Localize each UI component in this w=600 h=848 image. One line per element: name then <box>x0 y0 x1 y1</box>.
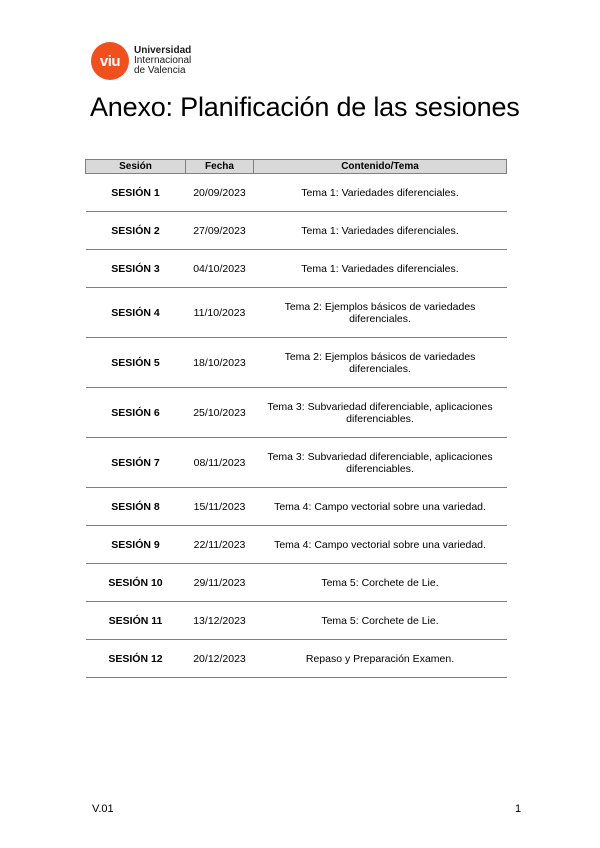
header-session: Sesión <box>86 160 186 174</box>
content-cell: Tema 1: Variedades diferenciales. <box>254 212 507 250</box>
session-cell: SESIÓN 8 <box>86 488 186 526</box>
content-cell: Tema 4: Campo vectorial sobre una variedad. <box>254 526 507 564</box>
table-row <box>86 174 507 212</box>
date-cell: 18/10/2023 <box>186 338 254 388</box>
session-cell: SESIÓN 10 <box>86 564 186 602</box>
session-cell: SESIÓN 3 <box>86 250 186 288</box>
session-cell: SESIÓN 5 <box>86 338 186 388</box>
sessions-table <box>85 159 507 678</box>
table-row <box>86 250 507 288</box>
logo-line-3: de Valencia <box>134 65 186 76</box>
table-header-row <box>86 160 507 174</box>
session-cell: SESIÓN 9 <box>86 526 186 564</box>
date-cell: 08/11/2023 <box>186 438 254 488</box>
content-cell: Tema 5: Corchete de Lie. <box>254 602 507 640</box>
date-cell: 22/11/2023 <box>186 526 254 564</box>
viu-logo-mark: viu <box>91 42 129 80</box>
session-cell: SESIÓN 12 <box>86 640 186 678</box>
session-cell: SESIÓN 6 <box>86 388 186 438</box>
session-cell: SESIÓN 2 <box>86 212 186 250</box>
date-cell: 04/10/2023 <box>186 250 254 288</box>
logo-text <box>134 46 191 76</box>
date-cell: 29/11/2023 <box>186 564 254 602</box>
date-cell: 25/10/2023 <box>186 388 254 438</box>
content-cell: Tema 3: Subvariedad diferenciable, aplicaciones diferenciables. <box>254 388 507 438</box>
logo-line-2: Internacional <box>134 55 192 66</box>
session-cell: SESIÓN 1 <box>86 174 186 212</box>
date-cell: 15/11/2023 <box>186 488 254 526</box>
table-row <box>86 564 507 602</box>
session-cell: SESIÓN 4 <box>86 288 186 338</box>
content-cell: Tema 1: Variedades diferenciales. <box>254 174 507 212</box>
table-row <box>86 602 507 640</box>
date-cell: 13/12/2023 <box>186 602 254 640</box>
date-cell: 20/09/2023 <box>186 174 254 212</box>
table-row <box>86 526 507 564</box>
content-cell: Tema 1: Variedades diferenciales. <box>254 250 507 288</box>
table-row <box>86 338 507 388</box>
table-row <box>86 438 507 488</box>
logo-line-1: Universidad <box>134 45 192 56</box>
content-cell: Tema 2: Ejemplos básicos de variedades diferenciales. <box>254 338 507 388</box>
table-row <box>86 388 507 438</box>
table-row <box>86 288 507 338</box>
date-cell: 11/10/2023 <box>186 288 254 338</box>
content-cell: Tema 5: Corchete de Lie. <box>254 564 507 602</box>
page-number: 1 <box>515 803 522 815</box>
university-logo <box>91 40 191 82</box>
session-cell: SESIÓN 11 <box>86 602 186 640</box>
date-cell: 27/09/2023 <box>186 212 254 250</box>
content-cell: Tema 2: Ejemplos básicos de variedades diferenciales. <box>254 288 507 338</box>
date-cell: 20/12/2023 <box>186 640 254 678</box>
header-content: Contenido/Tema <box>254 160 507 174</box>
session-cell: SESIÓN 7 <box>86 438 186 488</box>
document-version: V.01 <box>92 803 114 815</box>
table-row <box>86 488 507 526</box>
content-cell: Repaso y Preparación Examen. <box>254 640 507 678</box>
content-cell: Tema 4: Campo vectorial sobre una variedad. <box>254 488 507 526</box>
page-title: Anexo: Planificación de las sesiones <box>90 92 520 122</box>
content-cell: Tema 3: Subvariedad diferenciable, aplicaciones diferenciables. <box>254 438 507 488</box>
header-date: Fecha <box>186 160 254 174</box>
table-row <box>86 212 507 250</box>
table-row <box>86 640 507 678</box>
